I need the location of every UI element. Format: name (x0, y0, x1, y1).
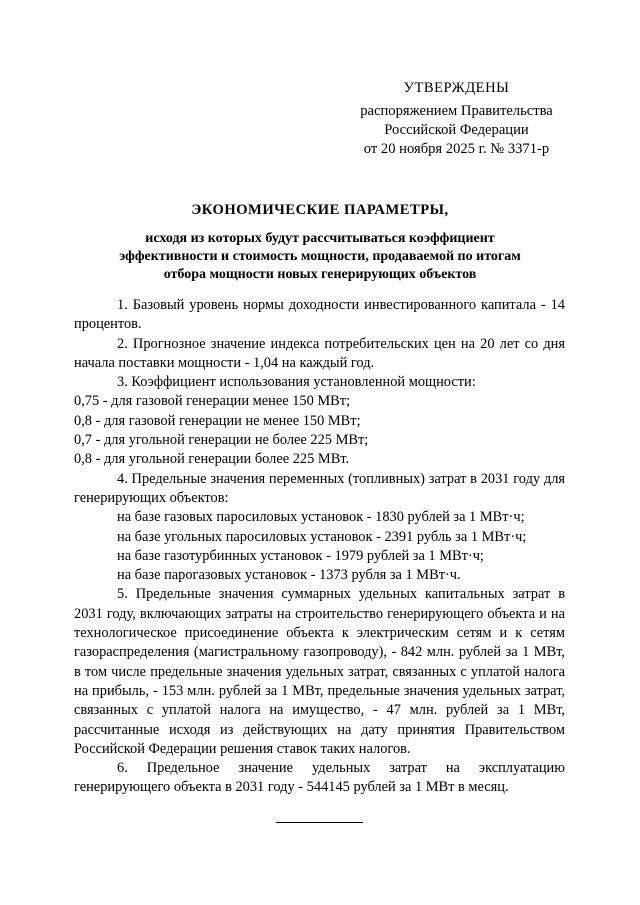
list-item: 0,8 - для угольной генерации более 225 МВт. (74, 451, 350, 468)
list-item: на базе газовых паросиловых установок - 1830 рублей за 1 МВт·ч; (117, 509, 525, 526)
subtitle-line: отбора мощности новых генерирующих объектов (163, 267, 477, 282)
approval-line: распоряжением Правительства (360, 103, 553, 119)
divider-line (276, 822, 363, 823)
paragraph-2: 2. Прогнозное значение индекса потребительских цен на 20 лет со дня начала поставки мощности - 1,04 на каждый год. (74, 335, 565, 371)
list-item: на базе парогазовых установок - 1373 рубля за 1 МВт·ч. (117, 567, 461, 584)
approval-heading: УТВЕРЖДЕНЫ (403, 80, 510, 96)
paragraph-1: 1. Базовый уровень нормы доходности инвестированного капитала - 14 процентов. (74, 297, 565, 333)
subtitle-line: эффективности и стоимость мощности, продаваемой по итогам (119, 249, 521, 264)
paragraph-6: 6. Предельное значение удельных затрат на эксплуатацию генерирующего объекта в 2031 году - 544145 рублей за 1 МВт в месяц. (74, 760, 565, 796)
approval-line: от 20 ноября 2025 г. № 3371-р (363, 141, 550, 157)
approval-block (320, 79, 593, 159)
document-title: ЭКОНОМИЧЕСКИЕ ПАРАМЕТРЫ, (191, 202, 449, 218)
approval-line: Российской Федерации (384, 122, 529, 138)
list-item: на базе угольных паросиловых установок - 2391 рубль за 1 МВт·ч; (117, 528, 527, 545)
document-subtitle (100, 230, 540, 284)
list-item: 0,75 - для газовой генерации менее 150 МВт; (74, 393, 351, 410)
list-item: на базе газотурбинных установок - 1979 рублей за 1 МВт·ч; (117, 547, 484, 564)
paragraph-5: 5. Предельные значения суммарных удельных капитальных затрат в 2031 году, включающих затраты на строительство генерирующего объекта и на технологическое присоединение объекта к электрическим сетям и к сетям газораспределения (магистральному газопроводу), - 842 млн. рублей за 1 МВт, в том числе предельные значения удельных затрат, связанных с уплатой налога на прибыль, - 153 млн. рублей за 1 МВт, предельные значения удельных затрат, связанных с уплатой налога на имущество, - 47 млн. рублей за 1 МВт, рассчитанные исходя из действующих на дату принятия Правительством Российской Федерации решения ставок таких налогов. (74, 586, 565, 757)
subtitle-line: исходя из которых будут рассчитываться коэффициент (145, 231, 495, 246)
paragraph-4: 4. Предельные значения переменных (топливных) затрат в 2031 году для генерирующих объектов: (74, 470, 565, 506)
list-item: 0,7 - для угольной генерации не более 225 МВт; (74, 432, 369, 449)
paragraph-3: 3. Коэффициент использования установленной мощности: (117, 374, 476, 391)
document-body (74, 296, 565, 798)
list-item: 0,8 - для газовой генерации не менее 150 МВт; (74, 412, 361, 429)
